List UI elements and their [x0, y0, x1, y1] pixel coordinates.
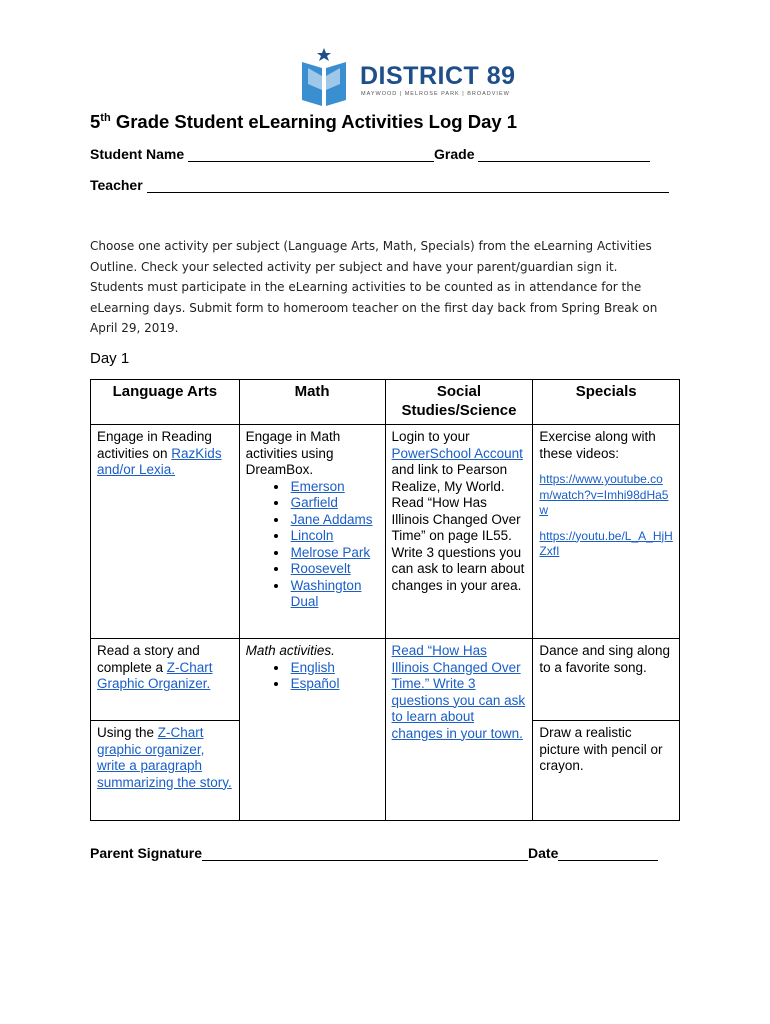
math-activities-text: Math activities.	[245, 643, 335, 658]
instructions-paragraph: Choose one activity per subject (Language Arts, Math, Specials) from the eLearning Activities Outline. Check your selected activity per subject and have your parent/guardian sign it. Students must participate in the eLearning activities to be counted as in attendance for the eLearning days. Submit form to homeroom teacher on the first day back from Spring Break on April 29, 2019.	[90, 239, 658, 335]
header-language-arts: Language Arts	[91, 380, 240, 425]
parent-signature-field[interactable]	[202, 846, 528, 861]
list-item	[289, 528, 380, 545]
ss-cell-2[interactable]	[385, 639, 533, 821]
razkids-lexia-link[interactable]: RazKids and/or Lexia.	[97, 445, 222, 477]
date-label: Date	[528, 845, 559, 861]
la-cell-3[interactable]: Using the Z-Chart graphic organizer, write a paragraph summarizing the story.	[91, 721, 240, 821]
powerschool-link[interactable]: PowerSchool Account	[391, 445, 523, 461]
list-item	[289, 561, 380, 578]
list-item	[289, 495, 380, 512]
star-icon	[317, 48, 331, 61]
header-social-studies: Social Studies/Science	[385, 380, 533, 425]
garfield-link[interactable]: Garfield	[290, 495, 338, 510]
table-header-row	[91, 380, 680, 425]
page-title: 5th Grade Student eLearning Activities Log Day 1	[90, 111, 518, 132]
header-specials: Specials	[533, 380, 680, 425]
specials-cell-2[interactable]: Dance and sing along to a favorite song.	[533, 639, 680, 721]
list-item	[289, 578, 380, 611]
la-cell-1[interactable]: Engage in Reading activities on RazKids and/or Lexia.	[91, 425, 240, 639]
jane-addams-link[interactable]: Jane Addams	[290, 511, 373, 527]
z-chart-organizer-link[interactable]: Z-Chart Graphic Organizer.	[97, 659, 213, 691]
la-cell-2[interactable]: Read a story and complete a Z-Chart Graphic Organizer.	[91, 639, 240, 721]
math-text: Engage in Math activities using DreamBox.	[245, 429, 341, 477]
math-cell-1[interactable]	[239, 425, 385, 639]
list-item	[289, 545, 380, 562]
open-book-icon	[302, 62, 346, 106]
parent-signature-label: Parent Signature	[90, 845, 203, 861]
washington-dual-link[interactable]: Washington Dual	[290, 577, 362, 609]
ss-cell-1[interactable]: Login to your PowerSchool Account and link to Pearson Realize, My World. Read “How Has Illinois Changed Over Time” on page IL55. Write 3 questions you can ask to learn about changes in your area.	[385, 425, 533, 639]
youtube-link-1[interactable]: https://www.youtube.com/watch?v=Imhi98dHa5w	[539, 472, 669, 517]
z-chart-paragraph-link[interactable]: Z-Chart graphic organizer, write a paragraph summarizing the story.	[97, 725, 232, 790]
grade-field[interactable]	[478, 147, 650, 162]
list-item	[289, 660, 380, 677]
student-name-label: Student Name	[90, 146, 185, 162]
date-field[interactable]	[558, 846, 658, 861]
lincoln-link[interactable]: Lincoln	[290, 528, 334, 543]
logo-subtitle: MAYWOOD | MELROSE PARK | BROADVIEW	[361, 91, 510, 97]
table-row	[91, 425, 680, 639]
teacher-row	[90, 177, 669, 193]
table-row	[91, 639, 680, 721]
specials-cell-3[interactable]: Draw a realistic picture with pencil or crayon.	[533, 721, 680, 821]
specials-text: Exercise along with these videos:	[539, 429, 656, 461]
teacher-label: Teacher	[90, 177, 143, 193]
activities-table	[90, 379, 680, 821]
list-item	[289, 479, 380, 496]
school-link-list	[246, 479, 380, 611]
day-label: Day 1	[90, 350, 130, 367]
illinois-changed-link[interactable]: Read “How Has Illinois Changed Over Time.” Write 3 questions you can ask to learn about changes in your town.	[391, 643, 526, 741]
melrose-park-link[interactable]: Melrose Park	[290, 544, 371, 560]
grade-label: Grade	[434, 146, 475, 162]
emerson-link[interactable]: Emerson	[290, 478, 345, 494]
teacher-field[interactable]	[147, 178, 669, 193]
logo-name: DISTRICT 89	[360, 62, 516, 90]
student-name-row	[90, 146, 650, 162]
youtube-link-2[interactable]: https://youtu.be/L_A_HjHZxfI	[539, 528, 673, 558]
student-name-field[interactable]	[188, 147, 434, 162]
language-link-list	[246, 660, 380, 693]
list-item	[289, 676, 380, 693]
list-item	[289, 512, 380, 529]
signature-row	[90, 845, 658, 861]
espanol-link[interactable]: Español	[290, 676, 340, 691]
english-link[interactable]: English	[290, 659, 335, 675]
specials-cell-1[interactable]	[533, 425, 680, 639]
math-cell-2[interactable]	[239, 639, 385, 821]
roosevelt-link[interactable]: Roosevelt	[290, 561, 351, 576]
header-math: Math	[239, 380, 385, 425]
